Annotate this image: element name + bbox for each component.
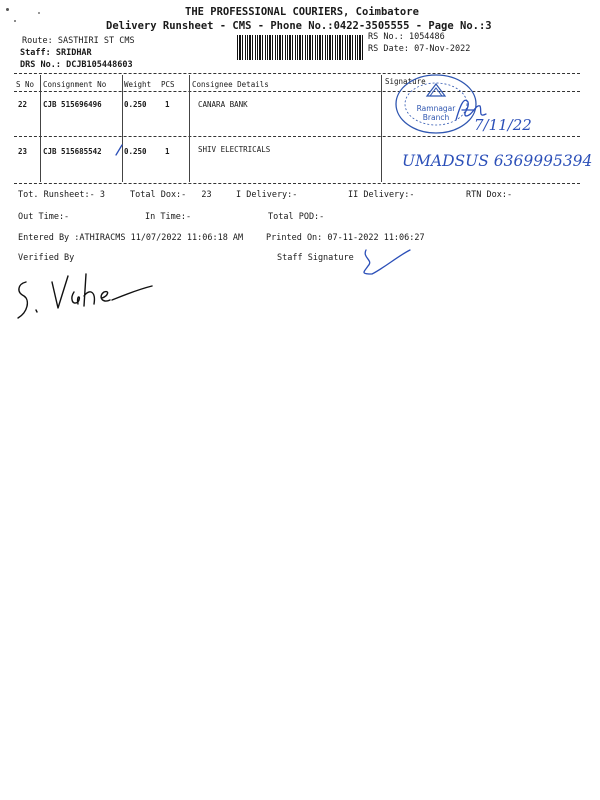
scan-speck [6,8,9,11]
col-divider [122,75,123,182]
verified-by-label: Verified By [18,253,75,263]
route-value: SASTHIRI ST CMS [57,36,135,46]
drs-number [20,60,133,70]
rs-date [368,44,470,54]
entered-by: Entered By :ATHIRACMS 11/07/2022 11:06:18 AM [18,233,244,243]
row2-receiver-handwriting [400,140,600,176]
row-consignee: CANARA BANK [198,100,248,109]
col-header-consignee: Consignee Details [192,80,269,89]
route [22,36,135,46]
table-bottom-rule [14,183,580,184]
row-consignee: SHIV ELECTRICALS [198,145,271,154]
row1-date-handwriting [472,108,532,138]
row1-date: 7/11/22 [474,116,532,134]
tick-mark [114,143,124,157]
col-header-signature: Signature [385,77,426,86]
out-time: Out Time:- [18,212,70,222]
drs-value: DCJB105448603 [66,60,133,70]
col-divider [381,75,382,182]
col-divider [40,75,41,182]
tot-runsheet [18,190,105,200]
row-weight: 0.250 [124,100,147,109]
staff [20,48,92,58]
row-pcs: 1 [165,100,170,109]
row-weight: 0.250 [124,147,147,156]
total-dox [130,190,212,200]
col-header-consignment: Consignment No [43,80,107,89]
staff-label: Staff: [20,48,51,58]
row-consignment-no: CJB 515685542 [43,147,102,156]
stamp-name: Ramnagar [416,104,456,113]
total-pod: Total POD:- [268,212,325,222]
company-name: THE PROFESSIONAL COURIERS, Coimbatore [185,6,419,18]
scan-speck [14,20,16,22]
route-label: Route: [22,36,53,46]
verifier-signature [12,262,162,322]
row-sno: 22 [18,100,28,109]
staff-signature-mark [352,244,412,278]
rs-date-value: 07-Nov-2022 [414,44,471,54]
printed-on: Printed On: 07-11-2022 11:06:27 [266,233,425,243]
scan-speck [38,12,40,14]
runsheet-title: Delivery Runsheet - CMS - Phone No.:0422-3505555 - Page No.:3 [106,20,492,32]
row-consignment-no: CJB 515696496 [43,100,102,109]
i-delivery: I Delivery:- [236,190,298,200]
rs-no-label: RS No.: [368,32,404,42]
total-dox-value: 23 [201,190,212,200]
staff-value: SRIDHAR [55,48,92,58]
tot-runsheet-label: Tot. Runsheet:- [18,190,95,200]
barcode [237,35,363,60]
row2-receiver: UMADSUS 6369995394 [402,152,593,170]
col-header-weight: Weight [124,80,152,89]
rtn-dox: RTN Dox:- [466,190,513,200]
row-sno: 23 [18,147,28,156]
tot-runsheet-value: 3 [99,190,106,200]
col-divider [189,75,190,182]
rs-number [368,32,445,42]
table-header-rule [14,91,580,92]
row-pcs: 1 [165,147,170,156]
total-dox-label: Total Dox:- [130,190,187,200]
rs-no-value: 1054486 [408,32,445,42]
table-top-rule [14,73,580,74]
rs-date-label: RS Date: [368,44,409,54]
col-header-sno: S No [16,80,35,89]
in-time: In Time:- [145,212,192,222]
col-header-pcs: PCS [161,80,175,89]
ii-delivery: II Delivery:- [348,190,415,200]
staff-signature-label: Staff Signature [277,253,354,263]
stamp-branch: Branch [422,113,450,122]
drs-label: DRS No.: [20,60,61,70]
